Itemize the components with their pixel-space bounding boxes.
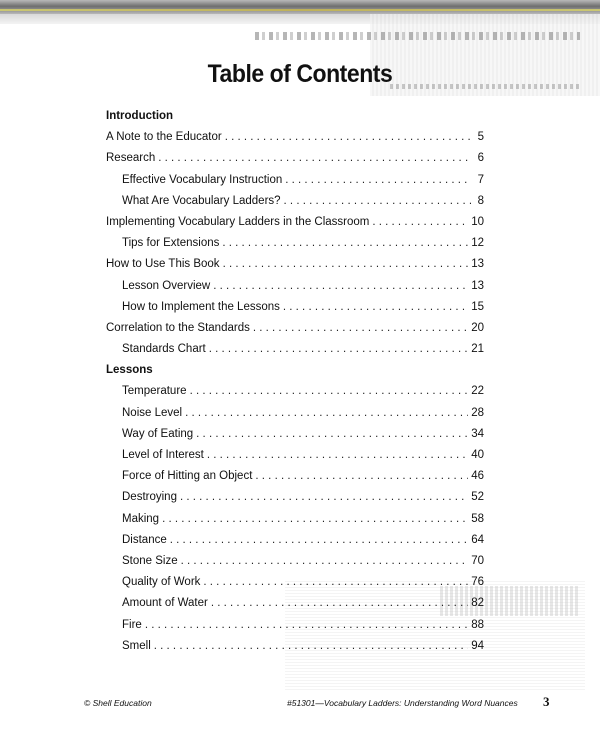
toc-entry-label: Destroying bbox=[122, 491, 177, 504]
toc-entry-page: 70 bbox=[471, 554, 484, 567]
toc-entry[interactable] bbox=[106, 403, 484, 424]
toc-entry-label: Implementing Vocabulary Ladders in the Classroom bbox=[106, 215, 370, 228]
section-heading: Lessons bbox=[106, 364, 153, 377]
footer-book-title: #51301—Vocabulary Ladders: Understanding Word Nuances bbox=[287, 698, 518, 708]
toc-entry-label: Amount of Water bbox=[122, 597, 208, 610]
toc-dot-leader bbox=[223, 254, 469, 275]
header-decorative-streak bbox=[255, 32, 580, 40]
toc-entry-label: Distance bbox=[122, 533, 167, 546]
toc-dot-leader bbox=[211, 593, 468, 614]
toc-entry-page: 10 bbox=[471, 215, 484, 228]
toc-dot-leader bbox=[284, 191, 471, 212]
toc-dot-leader bbox=[190, 381, 469, 402]
toc-dot-leader bbox=[181, 551, 469, 572]
toc-entry-label: Fire bbox=[122, 618, 142, 631]
toc-entry-page: 13 bbox=[471, 279, 484, 292]
toc-dot-leader bbox=[209, 339, 468, 360]
toc-entry-label: Level of Interest bbox=[122, 449, 204, 461]
toc-entry-page: 94 bbox=[471, 639, 484, 652]
toc-dot-leader bbox=[213, 276, 468, 297]
toc-entry-page: 76 bbox=[471, 576, 484, 589]
toc-entry-page: 46 bbox=[471, 470, 484, 483]
toc-dot-leader bbox=[203, 572, 468, 593]
page-title: Table of Contents bbox=[207, 60, 393, 88]
toc-entry-label: Smell bbox=[122, 639, 151, 652]
toc-dot-leader bbox=[196, 424, 468, 445]
toc-entry[interactable] bbox=[106, 148, 484, 169]
toc-entry-label: Effective Vocabulary Instruction bbox=[122, 173, 283, 186]
toc-entry[interactable] bbox=[106, 424, 484, 445]
section-heading: Introduction bbox=[106, 110, 174, 122]
toc-entry-label: Correlation to the Standards bbox=[106, 321, 250, 334]
toc-entry[interactable] bbox=[106, 445, 484, 466]
toc-entry[interactable] bbox=[106, 487, 484, 508]
toc-entry[interactable] bbox=[106, 212, 484, 233]
toc-entry-page: 5 bbox=[477, 131, 484, 144]
toc-entry[interactable] bbox=[106, 551, 484, 572]
toc-entry-page: 8 bbox=[477, 194, 484, 207]
toc-entry-page: 40 bbox=[471, 449, 484, 461]
footer-publisher: © Shell Education bbox=[84, 698, 152, 708]
toc-entry-page: 12 bbox=[471, 237, 484, 250]
toc-entry-page: 6 bbox=[477, 152, 484, 165]
toc-entry-label: Way of Eating bbox=[122, 427, 194, 440]
toc-entry-label: How to Use This Book bbox=[106, 258, 220, 271]
toc-entry-label: Noise Level bbox=[122, 406, 183, 419]
toc-entry-page: 52 bbox=[471, 491, 484, 504]
toc-dot-leader bbox=[158, 148, 471, 169]
toc-entry[interactable] bbox=[106, 233, 484, 254]
toc-entry[interactable] bbox=[106, 593, 484, 614]
toc-entry[interactable] bbox=[106, 170, 484, 191]
toc-entry[interactable] bbox=[106, 318, 484, 339]
toc-dot-leader bbox=[145, 615, 468, 636]
toc-entry[interactable] bbox=[106, 615, 484, 636]
toc-entry-label: Making bbox=[122, 512, 160, 525]
toc-entry[interactable] bbox=[106, 254, 484, 275]
toc-entry[interactable] bbox=[106, 127, 484, 148]
toc-entry[interactable] bbox=[106, 509, 484, 530]
toc-entry-label: Lesson Overview bbox=[122, 279, 211, 292]
toc-dot-leader bbox=[253, 318, 468, 339]
toc-dot-leader bbox=[225, 127, 471, 148]
toc-entry-page: 58 bbox=[471, 512, 484, 525]
toc-dot-leader bbox=[222, 233, 468, 254]
toc-entry-label: Tips for Extensions bbox=[122, 237, 220, 250]
toc-entry[interactable] bbox=[106, 636, 484, 657]
toc-entry-label: Research bbox=[106, 152, 156, 165]
toc-entry[interactable] bbox=[106, 572, 484, 593]
toc-entry[interactable] bbox=[106, 339, 484, 360]
toc-dot-leader bbox=[180, 487, 468, 508]
toc-entry-page: 13 bbox=[471, 258, 484, 271]
top-accent-stripe bbox=[0, 9, 600, 11]
toc-dot-leader bbox=[162, 509, 468, 530]
toc-entry-label: Force of Hitting an Object bbox=[122, 470, 253, 483]
toc-entry[interactable] bbox=[106, 381, 484, 402]
toc-entry[interactable] bbox=[106, 530, 484, 551]
toc-entry-page: 28 bbox=[471, 406, 484, 419]
toc-entry-page: 21 bbox=[471, 343, 484, 356]
toc-dot-leader bbox=[255, 466, 468, 487]
toc-dot-leader bbox=[207, 445, 468, 466]
toc-dot-leader bbox=[185, 403, 468, 424]
toc-dot-leader bbox=[283, 297, 468, 318]
toc-dot-leader bbox=[372, 212, 468, 233]
toc-entry-label: Temperature bbox=[122, 385, 187, 398]
toc-dot-leader bbox=[285, 170, 471, 191]
toc-entry-page: 20 bbox=[471, 321, 484, 334]
footer-page-number: 3 bbox=[543, 694, 550, 709]
toc-entry-label: Stone Size bbox=[122, 554, 178, 567]
toc-entry-label: A Note to the Educator bbox=[106, 131, 222, 144]
toc-entry-page: 22 bbox=[471, 385, 484, 398]
toc-entry-label: Standards Chart bbox=[122, 343, 206, 356]
toc-entry-page: 7 bbox=[477, 173, 484, 186]
toc-entry[interactable] bbox=[106, 466, 484, 487]
table-of-contents bbox=[106, 106, 484, 657]
toc-entry-label: How to Implement the Lessons bbox=[122, 300, 280, 313]
toc-entry[interactable] bbox=[106, 191, 484, 212]
toc-entry-page: 15 bbox=[471, 300, 484, 313]
toc-entry[interactable] bbox=[106, 276, 484, 297]
toc-entry-page: 88 bbox=[471, 618, 484, 631]
toc-entry-page: 34 bbox=[471, 427, 484, 440]
toc-dot-leader bbox=[154, 636, 468, 657]
toc-entry-page: 64 bbox=[471, 533, 484, 546]
toc-dot-leader bbox=[170, 530, 468, 551]
toc-entry-label: Quality of Work bbox=[122, 576, 201, 589]
toc-entry[interactable] bbox=[106, 297, 484, 318]
top-decorative-band bbox=[0, 0, 600, 14]
toc-entry-label: What Are Vocabulary Ladders? bbox=[122, 194, 281, 207]
toc-entry-page: 82 bbox=[471, 597, 484, 610]
